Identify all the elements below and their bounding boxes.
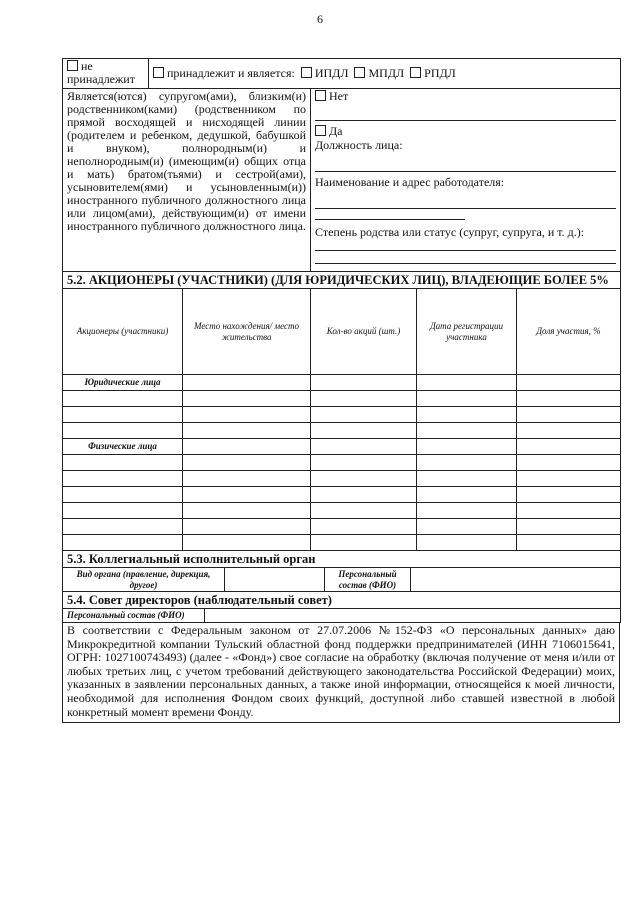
table-cell[interactable] xyxy=(311,471,417,487)
belongs-label: принадлежит и является: xyxy=(167,66,295,80)
yes-label: Да xyxy=(329,124,343,138)
table-cell[interactable] xyxy=(183,471,311,487)
table-row xyxy=(63,535,621,551)
table-cell[interactable] xyxy=(417,519,517,535)
rpdl-label: РПДЛ xyxy=(424,66,456,80)
table-cell[interactable] xyxy=(517,439,621,455)
table-cell[interactable] xyxy=(183,455,311,471)
pep-table xyxy=(62,58,621,272)
shareholders-table xyxy=(62,271,621,551)
col-reg-date: Дата регистрации участника xyxy=(417,289,517,375)
shareholders-title: 5.2. АКЦИОНЕРЫ (УЧАСТНИКИ) (ДЛЯ ЮРИДИЧЕСКИХ ЛИЦ), ВЛАДЕЮЩИЕ БОЛЕЕ 5% xyxy=(63,272,621,289)
employer-field[interactable] xyxy=(315,192,616,209)
table-cell[interactable] xyxy=(63,503,183,519)
table-cell[interactable] xyxy=(183,423,311,439)
board-personnel-field[interactable] xyxy=(205,609,621,623)
consent-text: В соответствии с Федеральным законом от 27.07.2006 №152-ФЗ «О персональных данных» даю Микрокредитной компании Тульский областной фонд поддержки предпринимателей (ИНН 7106015641, ОГРН: 1027100743493) (далее - «Фонд») свое согласие на обработку (включая получение от меня и/или от любых третьих лиц, с учетом требований действующего законодательства Российской Федерации) моих, указанных в заявлении персональных данных, а также иной информации, относящейся к моей личности, необходимой для исполнения Фондом своих функций, доступной либо ставшей известной в любой конкретный момент времени Фонду. xyxy=(63,623,620,723)
no-checkbox[interactable] xyxy=(315,90,326,101)
table-cell[interactable] xyxy=(183,519,311,535)
table-cell[interactable] xyxy=(517,407,621,423)
collegial-title: 5.3. Коллегиальный исполнительный орган xyxy=(63,551,621,568)
table-cell[interactable] xyxy=(417,407,517,423)
table-cell[interactable] xyxy=(183,487,311,503)
table-cell[interactable] xyxy=(517,503,621,519)
table-cell[interactable] xyxy=(417,535,517,551)
legal-entities-group: Юридические лица xyxy=(63,375,183,391)
collegial-personnel-label: Персональный состав (ФИО) xyxy=(325,568,411,592)
table-cell[interactable] xyxy=(417,439,517,455)
table-cell[interactable] xyxy=(311,439,417,455)
table-cell[interactable] xyxy=(63,423,183,439)
table-cell[interactable] xyxy=(417,455,517,471)
table-row xyxy=(63,423,621,439)
employer-field-2[interactable] xyxy=(315,209,465,220)
table-cell[interactable] xyxy=(311,487,417,503)
kinship-label: Степень родства или статус (супруг, супруга, и т. д.): xyxy=(315,225,585,239)
not-belongs-cell xyxy=(63,59,149,89)
table-cell[interactable] xyxy=(517,519,621,535)
consent-table xyxy=(62,622,620,723)
kinship-field-2[interactable] xyxy=(315,251,616,264)
employer-label: Наименование и адрес работодателя: xyxy=(315,175,505,189)
relative-description xyxy=(63,89,311,272)
col-share-percent: Доля участия, % xyxy=(517,289,621,375)
rpdl-checkbox[interactable] xyxy=(410,67,421,78)
table-cell[interactable] xyxy=(417,375,517,391)
table-row xyxy=(63,503,621,519)
table-cell[interactable] xyxy=(417,423,517,439)
kinship-field[interactable] xyxy=(315,240,616,251)
individuals-group: Физические лица xyxy=(63,439,183,455)
relative-answers-cell xyxy=(311,89,621,272)
table-cell[interactable] xyxy=(311,407,417,423)
table-row xyxy=(63,391,621,407)
table-row xyxy=(63,407,621,423)
table-cell[interactable] xyxy=(63,471,183,487)
col-location: Место нахождения/ место жительства xyxy=(183,289,311,375)
table-cell[interactable] xyxy=(311,535,417,551)
no-label: Нет xyxy=(329,89,349,103)
board-table xyxy=(62,591,621,623)
table-row xyxy=(63,487,621,503)
table-cell[interactable] xyxy=(183,391,311,407)
collegial-personnel-field[interactable] xyxy=(411,568,621,592)
mpdl-label: МПДЛ xyxy=(368,66,405,80)
position-field[interactable] xyxy=(315,153,616,172)
position-label: Должность лица: xyxy=(315,138,403,152)
table-cell[interactable] xyxy=(63,391,183,407)
table-cell[interactable] xyxy=(63,455,183,471)
table-cell[interactable] xyxy=(517,423,621,439)
table-cell[interactable] xyxy=(311,391,417,407)
not-belongs-checkbox[interactable] xyxy=(67,60,78,71)
table-cell[interactable] xyxy=(517,455,621,471)
table-cell[interactable] xyxy=(517,471,621,487)
col-shares: Кол-во акций (шт.) xyxy=(311,289,417,375)
body-type-field[interactable] xyxy=(225,568,325,592)
table-cell[interactable] xyxy=(183,439,311,455)
col-shareholders: Акционеры (участники) xyxy=(63,289,183,375)
table-cell[interactable] xyxy=(517,375,621,391)
relative-text: Является(ются) супругом(ами), близким(и) родственником(ками) (родственником по прямой восходящей и нисходящей линии (родителем и ребенком, дедушкой, бабушкой и внуком), полнородным(и) и неполнородным(и) (имеющим(и) общих отца и мать) братом(тьями) и сестрой(ами), усыновителем(ями) и усыновленным(и)) иностранного публичного должностного лица или лицом(ами), действующим(и) от имени иностранного публичного должностного лица. xyxy=(67,89,306,233)
no-underline xyxy=(315,106,616,121)
table-cell[interactable] xyxy=(417,391,517,407)
table-row xyxy=(63,455,621,471)
table-cell[interactable] xyxy=(311,519,417,535)
table-cell[interactable] xyxy=(517,391,621,407)
belongs-checkbox[interactable] xyxy=(153,67,164,78)
not-belongs-label: не принадлежит xyxy=(67,59,135,86)
ipdl-checkbox[interactable] xyxy=(301,67,312,78)
table-cell[interactable] xyxy=(311,375,417,391)
belongs-cell xyxy=(149,59,621,89)
table-cell[interactable] xyxy=(63,535,183,551)
table-row xyxy=(63,471,621,487)
table-cell[interactable] xyxy=(63,487,183,503)
table-cell[interactable] xyxy=(311,503,417,519)
table-row xyxy=(63,519,621,535)
table-cell[interactable] xyxy=(63,407,183,423)
table-cell[interactable] xyxy=(311,423,417,439)
table-cell[interactable] xyxy=(517,487,621,503)
body-type-label: Вид органа (правление, дирекция, другое) xyxy=(63,568,225,592)
table-cell[interactable] xyxy=(183,375,311,391)
table-cell[interactable] xyxy=(417,471,517,487)
table-cell[interactable] xyxy=(417,487,517,503)
board-personnel-label: Персональный состав (ФИО) xyxy=(63,609,205,623)
table-cell[interactable] xyxy=(417,503,517,519)
mpdl-checkbox[interactable] xyxy=(354,67,365,78)
questionnaire-sheet xyxy=(62,58,620,723)
table-cell[interactable] xyxy=(311,455,417,471)
collegial-table xyxy=(62,550,621,592)
board-title: 5.4. Совет директоров (наблюдательный совет) xyxy=(63,592,621,609)
table-cell[interactable] xyxy=(63,519,183,535)
table-cell[interactable] xyxy=(183,407,311,423)
table-cell[interactable] xyxy=(183,503,311,519)
table-cell[interactable] xyxy=(517,535,621,551)
ipdl-label: ИПДЛ xyxy=(314,66,349,80)
table-cell[interactable] xyxy=(183,535,311,551)
page-number: 6 xyxy=(317,12,323,26)
yes-checkbox[interactable] xyxy=(315,125,326,136)
